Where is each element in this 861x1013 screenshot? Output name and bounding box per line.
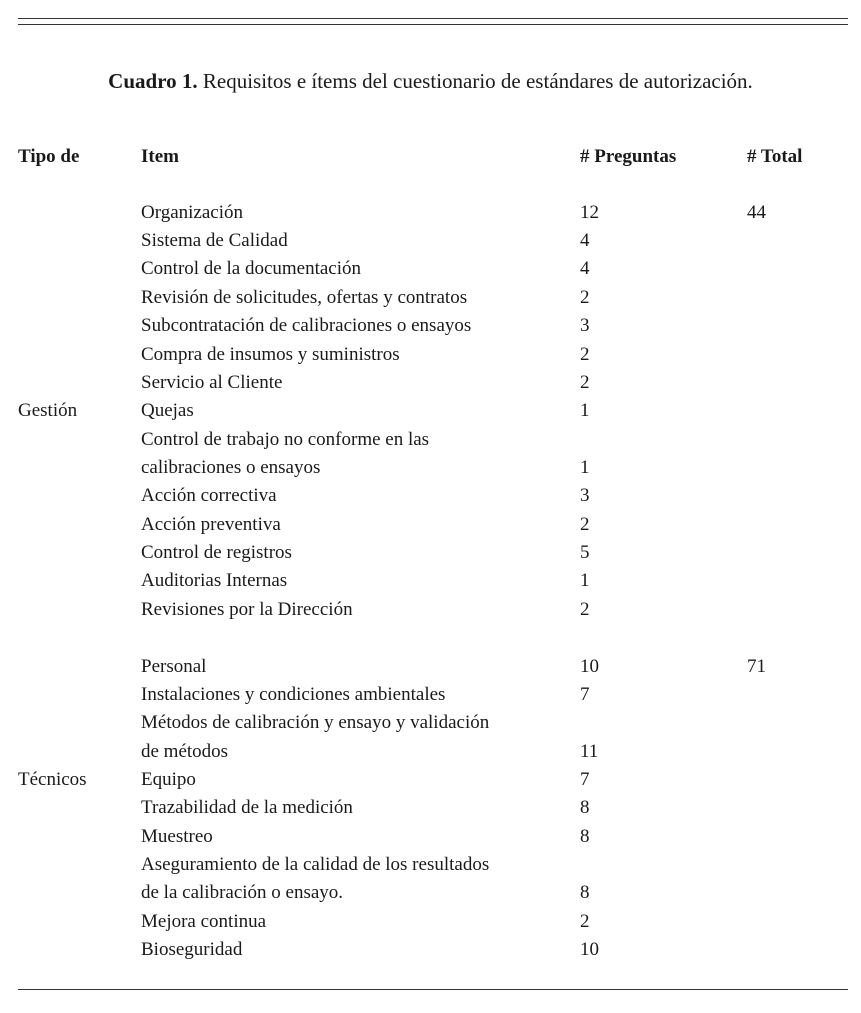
table-row-preguntas: 3 (580, 315, 590, 336)
table-row-item-line2: de la calibración o ensayo. (141, 882, 344, 903)
table-row-preguntas: 1 (580, 570, 590, 591)
table-row-item: Acción preventiva (141, 514, 281, 535)
table-row-preguntas: 2 (580, 287, 590, 308)
table-row-preguntas: 7 (580, 684, 590, 705)
table-row-item: Mejora continua (141, 911, 267, 932)
table-row-item: Auditorias Internas (141, 570, 288, 591)
table-row-item: Acción correctiva (141, 485, 277, 506)
table-row-preguntas: 1 (580, 457, 590, 478)
table-row-item: Personal (141, 656, 207, 677)
table-row-item: Trazabilidad de la medición (141, 797, 353, 818)
table-row-preguntas: 3 (580, 485, 590, 506)
table-row-preguntas: 8 (580, 882, 590, 903)
table-row-preguntas: 8 (580, 826, 590, 847)
table-row-item-line2: de métodos (141, 741, 229, 762)
table-row-preguntas: 12 (580, 202, 599, 223)
table-row-preguntas: 4 (580, 230, 590, 251)
tecnicos-total: 71 (747, 656, 766, 677)
table-row-item: Revisión de solicitudes, ofertas y contratos (141, 287, 468, 308)
table-row-item: Bioseguridad (141, 939, 243, 960)
header-total: # Total (747, 146, 803, 167)
table-row-item-line2: calibraciones o ensayos (141, 457, 321, 478)
table-row-item-line1: Métodos de calibración y ensayo y validación (141, 712, 490, 733)
table-row-item-line1: Aseguramiento de la calidad de los resultados (141, 854, 490, 875)
header-tipo: Tipo de (18, 146, 80, 167)
table-row-preguntas: 4 (580, 258, 590, 279)
table-row-preguntas: 2 (580, 344, 590, 365)
table-row-preguntas: 1 (580, 400, 590, 421)
header-item: Item (141, 146, 179, 167)
caption-text: Requisitos e ítems del cuestionario de estándares de autorización. (202, 69, 753, 93)
table-row-preguntas: 2 (580, 514, 590, 535)
top-rule-1 (18, 18, 848, 19)
table-row-item: Control de registros (141, 542, 292, 563)
table-row-item: Muestreo (141, 826, 213, 847)
table-row-preguntas: 2 (580, 599, 590, 620)
table-row-preguntas: 10 (580, 656, 599, 677)
caption-label: Cuadro 1. (108, 69, 198, 93)
top-rule-2 (18, 24, 848, 25)
table-row-item: Quejas (141, 400, 194, 421)
table-row-item: Revisiones por la Dirección (141, 599, 353, 620)
gestion-tipo: Gestión (18, 400, 78, 421)
table-row-item: Servicio al Cliente (141, 372, 283, 393)
table-row-preguntas: 8 (580, 797, 590, 818)
table-row-preguntas: 2 (580, 372, 590, 393)
table-row-preguntas: 2 (580, 911, 590, 932)
bottom-rule (18, 989, 848, 990)
table-row-item: Organización (141, 202, 243, 223)
table-row-item: Control de la documentación (141, 258, 362, 279)
table-row-preguntas: 11 (580, 741, 599, 762)
table-row-item: Equipo (141, 769, 196, 790)
table-row-item-line1: Control de trabajo no conforme en las (141, 429, 430, 450)
table-row-preguntas: 7 (580, 769, 590, 790)
table-row-preguntas: 10 (580, 939, 599, 960)
header-preguntas: # Preguntas (580, 146, 677, 167)
tecnicos-tipo: Técnicos (18, 769, 87, 790)
gestion-total: 44 (747, 202, 766, 223)
table-row-item: Subcontratación de calibraciones o ensayos (141, 315, 472, 336)
table-row-item: Compra de insumos y suministros (141, 344, 400, 365)
table-row-preguntas: 5 (580, 542, 590, 563)
table-row-item: Sistema de Calidad (141, 230, 288, 251)
table-row-item: Instalaciones y condiciones ambientales (141, 684, 446, 705)
table-caption (0, 67, 861, 95)
